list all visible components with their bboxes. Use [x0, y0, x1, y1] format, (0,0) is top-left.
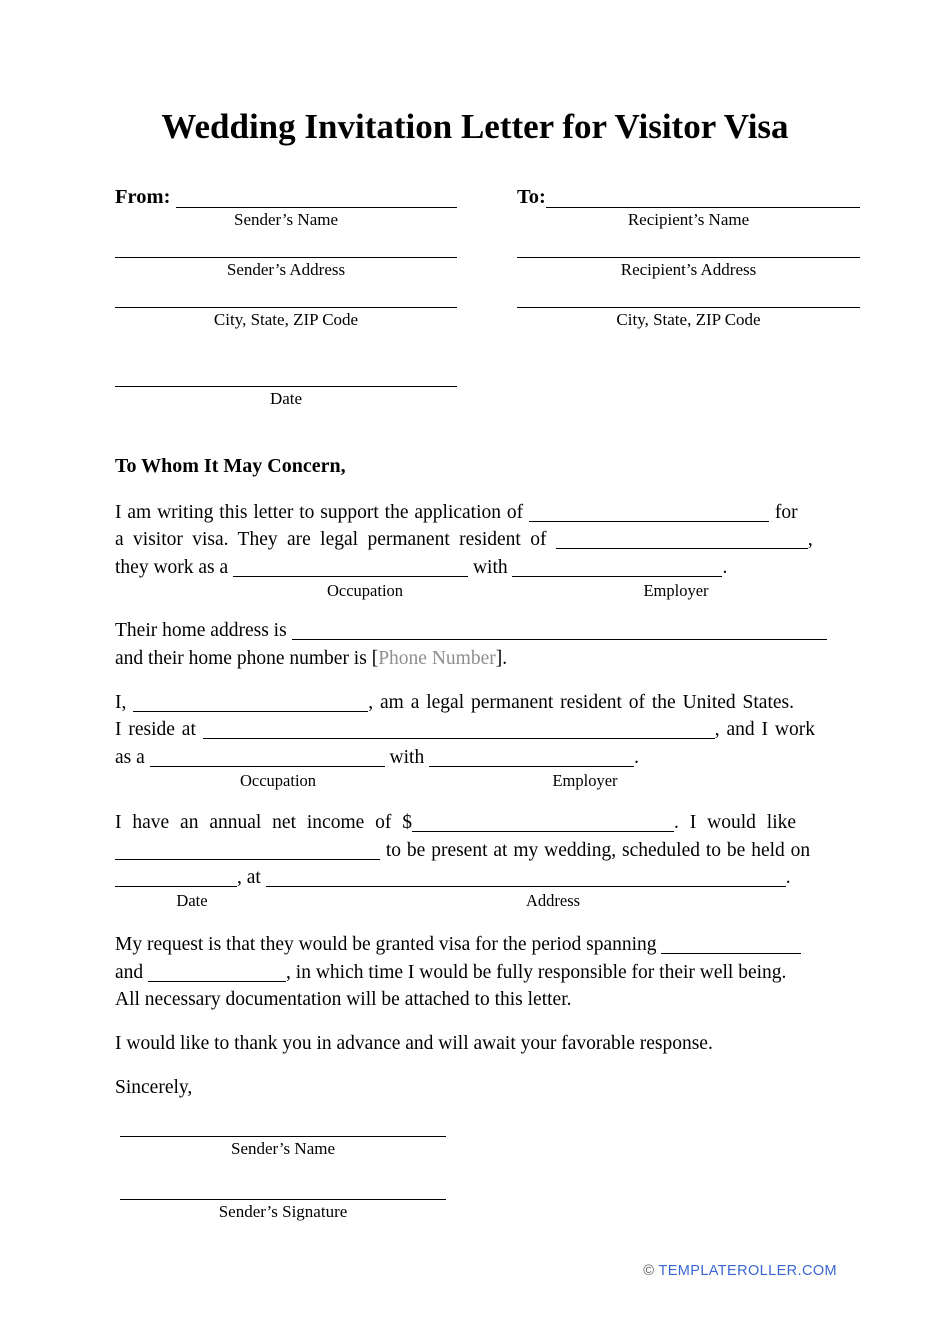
from-label: From:: [115, 186, 171, 208]
applicant-occupation-blank: [233, 561, 468, 577]
p5-text-3: , in which time I would be fully responsible for their well being.: [286, 961, 787, 983]
sender-name-blank: [176, 186, 457, 208]
to-label: To:: [517, 186, 546, 208]
paragraph-visa-period: [115, 931, 835, 1013]
address-header: [0, 186, 950, 409]
sender-occupation-blank: [150, 751, 385, 767]
p5-line2: [115, 959, 835, 986]
p1-occupation-label: Occupation: [326, 581, 404, 601]
date-label: Date: [269, 389, 303, 408]
sender-name-inline-blank: [133, 696, 368, 712]
p4-text-4: , at: [237, 867, 261, 889]
p2-line1: [115, 617, 835, 644]
sender-city-label: City, State, ZIP Code: [213, 310, 359, 329]
p1-label-row: [115, 581, 835, 601]
p1-employer-label: Employer: [643, 581, 709, 601]
p1-text-7: .: [722, 556, 728, 578]
sender-address-blank: [115, 257, 457, 258]
p2-line2: [115, 645, 835, 672]
date-blank: [115, 386, 457, 387]
p3-occupation-label: Occupation: [239, 771, 317, 791]
p4-text-2: . I would like: [674, 812, 797, 834]
page-title: Wedding Invitation Letter for Visitor Visa: [161, 107, 789, 146]
p1-text-5: they work as a: [115, 556, 229, 578]
signature-sign-blank: [120, 1199, 446, 1200]
p1-text-2: for: [774, 502, 798, 523]
from-line: [115, 186, 457, 208]
closing-text: Sincerely,: [115, 1077, 193, 1099]
p4-text-1: I have an annual net income of $: [115, 812, 413, 834]
to-line: [517, 186, 860, 208]
p5-line3: [115, 986, 835, 1013]
p4-line2: [115, 837, 835, 864]
income-amount-blank: [412, 816, 674, 832]
period-end-blank: [148, 966, 286, 982]
p1-text-1: I am writing this letter to support the application of: [115, 502, 524, 523]
p3-text-1: I,: [115, 692, 127, 714]
p3-label-row: [115, 771, 835, 791]
recipient-city-label: City, State, ZIP Code: [616, 310, 761, 329]
p3-text-4: , and I work: [714, 719, 815, 741]
recipient-name-blank: [546, 186, 860, 208]
p3-employer-label: Employer: [552, 771, 618, 791]
p5-text-4: All necessary documentation will be attached to this letter.: [115, 989, 572, 1011]
p3-text-2: , am a legal permanent resident of the United States.: [368, 692, 794, 714]
p4-address-label: Address: [525, 891, 581, 911]
closing: [115, 1074, 835, 1101]
templateroller-link[interactable]: TEMPLATEROLLER.COM: [658, 1263, 837, 1279]
recipient-address-blank: [517, 257, 860, 258]
residence-country-blank: [556, 533, 808, 549]
paragraph-income-wedding: [115, 809, 835, 911]
paragraph-thanks: [115, 1030, 835, 1057]
p5-text-2: and: [115, 961, 144, 983]
wedding-date-blank: [115, 871, 237, 887]
applicant-name-blank: [529, 506, 769, 522]
signature-block: [0, 1136, 950, 1222]
guest-name-blank: [115, 844, 380, 860]
paragraph-sender-info: [115, 689, 835, 791]
applicant-employer-blank: [512, 561, 722, 577]
p3-line1: [115, 689, 835, 716]
p1-text-3: a visitor visa. They are legal permanent resident of: [115, 529, 547, 551]
sender-city-blank: [115, 307, 457, 308]
signature-name-blank: [120, 1136, 446, 1137]
p3-text-3: I reside at: [115, 719, 196, 741]
recipient-address-label: Recipient’s Address: [620, 260, 757, 279]
to-column: [517, 186, 860, 409]
p1-text-6: with: [472, 556, 508, 578]
p2-text-2: and their home phone number is [: [115, 647, 379, 669]
recipient-city-blank: [517, 307, 860, 308]
signature-sign-label: Sender’s Signature: [218, 1201, 348, 1221]
recipient-name-label: Recipient’s Name: [627, 210, 750, 229]
paragraph-home-address: [115, 617, 835, 672]
p4-line1: [115, 809, 835, 836]
from-column: [115, 186, 457, 409]
p2-text-1: Their home address is: [115, 620, 287, 642]
p6-line1: [115, 1030, 835, 1057]
p4-text-3: to be present at my wedding, scheduled to be held on: [385, 839, 811, 861]
p4-label-row: [115, 891, 835, 911]
p5-text-1: My request is that they would be granted visa for the period spanning: [115, 934, 657, 956]
wedding-address-blank: [266, 871, 786, 887]
copyright-symbol: ©: [643, 1263, 655, 1279]
p3-text-6: with: [389, 746, 425, 768]
p4-text-5: .: [785, 867, 791, 889]
p4-line3: [115, 864, 835, 891]
p1-line3: [115, 554, 835, 581]
sender-residence-blank: [203, 723, 715, 739]
p3-line2: [115, 716, 835, 743]
salutation: To Whom It May Concern,: [115, 455, 346, 477]
home-address-blank: [292, 624, 827, 640]
sender-address-label: Sender’s Address: [226, 260, 346, 279]
paragraph-application: [115, 499, 835, 601]
p2-text-3: ].: [495, 647, 508, 669]
p1-line2: [115, 526, 835, 553]
p5-line1: [115, 931, 835, 958]
p6-text: I would like to thank you in advance and will await your favorable response.: [115, 1032, 713, 1054]
p3-text-7: .: [634, 746, 639, 768]
sender-employer-blank: [429, 751, 634, 767]
p3-text-5: as a: [115, 746, 145, 768]
p3-line3: [115, 744, 835, 771]
footer: [643, 1263, 837, 1279]
phone-number-placeholder: Phone Number: [378, 647, 496, 669]
p1-text-4: ,: [807, 529, 813, 551]
p1-line1: [115, 499, 835, 526]
p4-date-label: Date: [176, 891, 208, 911]
period-start-blank: [661, 938, 801, 954]
signature-name-label: Sender’s Name: [230, 1138, 336, 1158]
sender-name-label: Sender’s Name: [233, 210, 339, 229]
letter-body: [0, 455, 950, 1102]
